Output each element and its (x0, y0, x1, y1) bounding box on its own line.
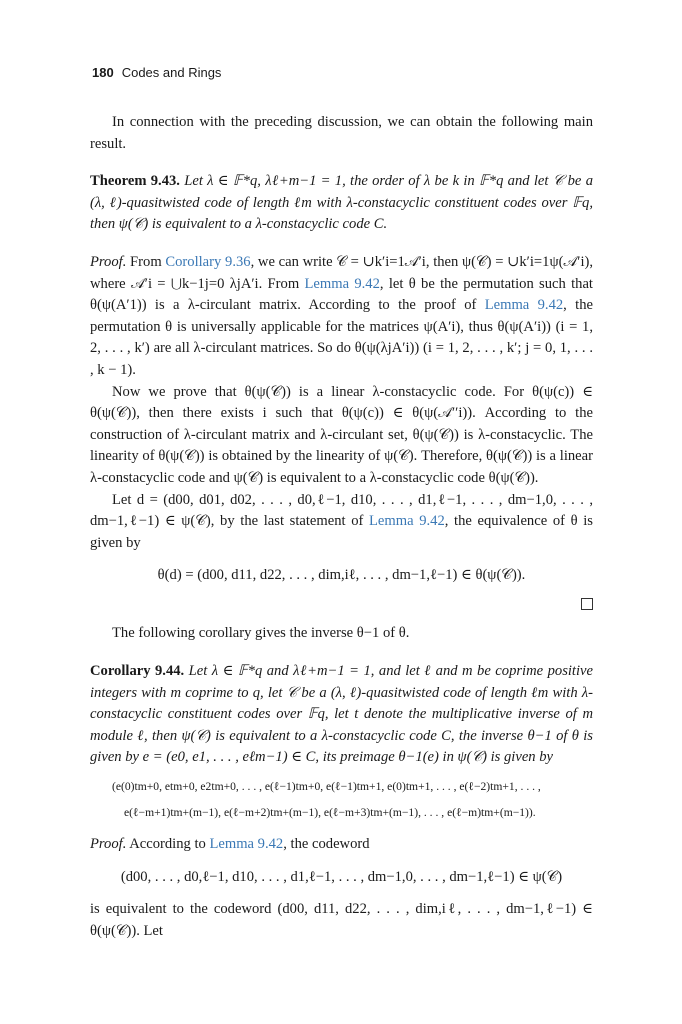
let-d-paragraph (90, 490, 593, 555)
corollary-9-36-link[interactable]: Corollary 9.36 (165, 253, 251, 270)
paragraph-text: Let d = (d00, d01, d02, . . . , d0,ℓ−1, d10, . . . , d1,ℓ−1, . . . , dm−1,0, . . . , dm−1,ℓ−1) ∈ ψ(𝒞), by the last statement of (90, 491, 593, 530)
proof-text: According to (126, 836, 210, 853)
proof-label: Proof. (90, 836, 127, 853)
qed-square-icon (581, 598, 593, 610)
page-number: 180 (92, 65, 114, 80)
equation-theta-d: θ(d) = (d00, d11, d22, . . . , dim,iℓ, . . . , dm−1,ℓ−1) ∈ θ(ψ(𝒞)). (157, 567, 526, 584)
running-header (92, 65, 221, 80)
linearity-paragraph: Now we prove that θ(ψ(𝒞)) is a linear λ-constacyclic code. For θ(ψ(c)) ∈ θ(ψ(𝒞)), then there exists i such that θ(ψ(c)) ∈ θ(ψ(𝒜′′i)). According to the construction of λ-circulant matrix and λ-circulant set, θ(ψ(𝒞)) is λ-constacyclic. The linearity of θ(ψ(𝒞)) is obtained by the linearity of ψ(𝒞). Therefore, θ(ψ(𝒞)) is a linear λ-constacyclic code and ψ(𝒞) is equivalent to a λ-constacyclic code θ(ψ(𝒞)). (90, 383, 593, 486)
paragraph-text: , the equivalence of θ is given by (90, 513, 593, 551)
theorem-9-43 (90, 171, 593, 236)
theorem-text: Let λ ∈ 𝔽*q, λℓ+m−1 = 1, the order of λ be k in 𝔽*q and let 𝒞 be a (λ, ℓ)-quasitwisted code of length ℓm with λ-constacyclic constituent codes over 𝔽q, then ψ(𝒞) is equivalent to a λ-constacyclic code C. (90, 173, 593, 233)
equation-codeword: (d00, . . . , d0,ℓ−1, d10, . . . , d1,ℓ−1, . . . , dm−1,0, . . . , dm−1,ℓ−1) ∈ ψ(𝒞) (120, 868, 563, 885)
proof-text: , we can write 𝒞 = ∪k′i=1𝒜′i, then ψ(𝒞) = ∪k′i=1ψ(𝒜′i), where 𝒜′i = ⋃k−1j=0 λjA′i. From (90, 253, 594, 292)
intro-paragraph: In connection with the preceding discussion, we can obtain the following main result. (90, 114, 593, 152)
equation-preimage-line-1: (e(0)tm+0, etm+0, e2tm+0, . . . , e(ℓ−1)tm+0, e(ℓ−1)tm+1, e(0)tm+1, . . . , e(ℓ−2)tm+1, . . . , (112, 780, 541, 794)
page-body (90, 112, 593, 942)
corollary-label: Corollary 9.44. (90, 663, 185, 680)
lemma-9-42-link[interactable]: Lemma 9.42 (304, 275, 380, 292)
proof-text: , let θ be the permutation such that θ(ψ(A′1)) is a λ-circulant matrix. According to the proof of (90, 275, 593, 314)
proof-2-paragraph (90, 834, 593, 856)
qed-box (90, 596, 593, 618)
equation-preimage-line-2: e(ℓ−m+1)tm+(m−1), e(ℓ−m+2)tm+(m−1), e(ℓ−m+3)tm+(m−1), . . . , e(ℓ−m)tm+(m−1)). (124, 806, 536, 820)
theorem-label: Theorem 9.43. (90, 173, 180, 190)
lemma-9-42-link[interactable]: Lemma 9.42 (209, 836, 284, 853)
corollary-text: Let λ ∈ 𝔽*q and λℓ+m−1 = 1, and let ℓ and m be coprime positive integers with m coprime to q, let 𝒞 be a (λ, ℓ)-quasitwisted code of length ℓm with λ-constacyclic constituent codes over 𝔽q, let t denote the multiplicative inverse of m module ℓ, then ψ(𝒞) is equivalent to a λ-constacyclic code C, the inverse θ−1 of θ is given by e = (e0, e1, . . . , eℓm−1) ∈ C, its preimage θ−1(e) in ψ(𝒞) is given by (90, 663, 593, 766)
inverse-intro-paragraph: The following corollary gives the inverse θ−1 of θ. (112, 625, 410, 642)
running-title: Codes and Rings (121, 65, 222, 80)
proof-text: , the codeword (283, 836, 370, 853)
proof-text: , the permutation θ is universally applicable for the matrices ψ(A′i), thus θ(ψ(A′i)) (i = 1, 2, . . . , k′) are all λ-circulant matrices. So do θ(ψ(λjA′i)) (i = 1, 2, . . . , k′; j = 0, 1, . . . , k − 1). (90, 297, 593, 378)
proof-label: Proof. (90, 253, 127, 270)
lemma-9-42-link[interactable]: Lemma 9.42 (369, 513, 445, 530)
proof-text: From (126, 253, 166, 270)
lemma-9-42-link[interactable]: Lemma 9.42 (484, 297, 564, 314)
equivalent-codeword-paragraph: is equivalent to the codeword (d00, d11, d22, . . . , dim,iℓ, . . . , dm−1,ℓ−1) ∈ θ(ψ(𝒞)). Let (90, 901, 593, 939)
corollary-9-44 (90, 661, 593, 769)
proof-paragraph (90, 252, 593, 382)
